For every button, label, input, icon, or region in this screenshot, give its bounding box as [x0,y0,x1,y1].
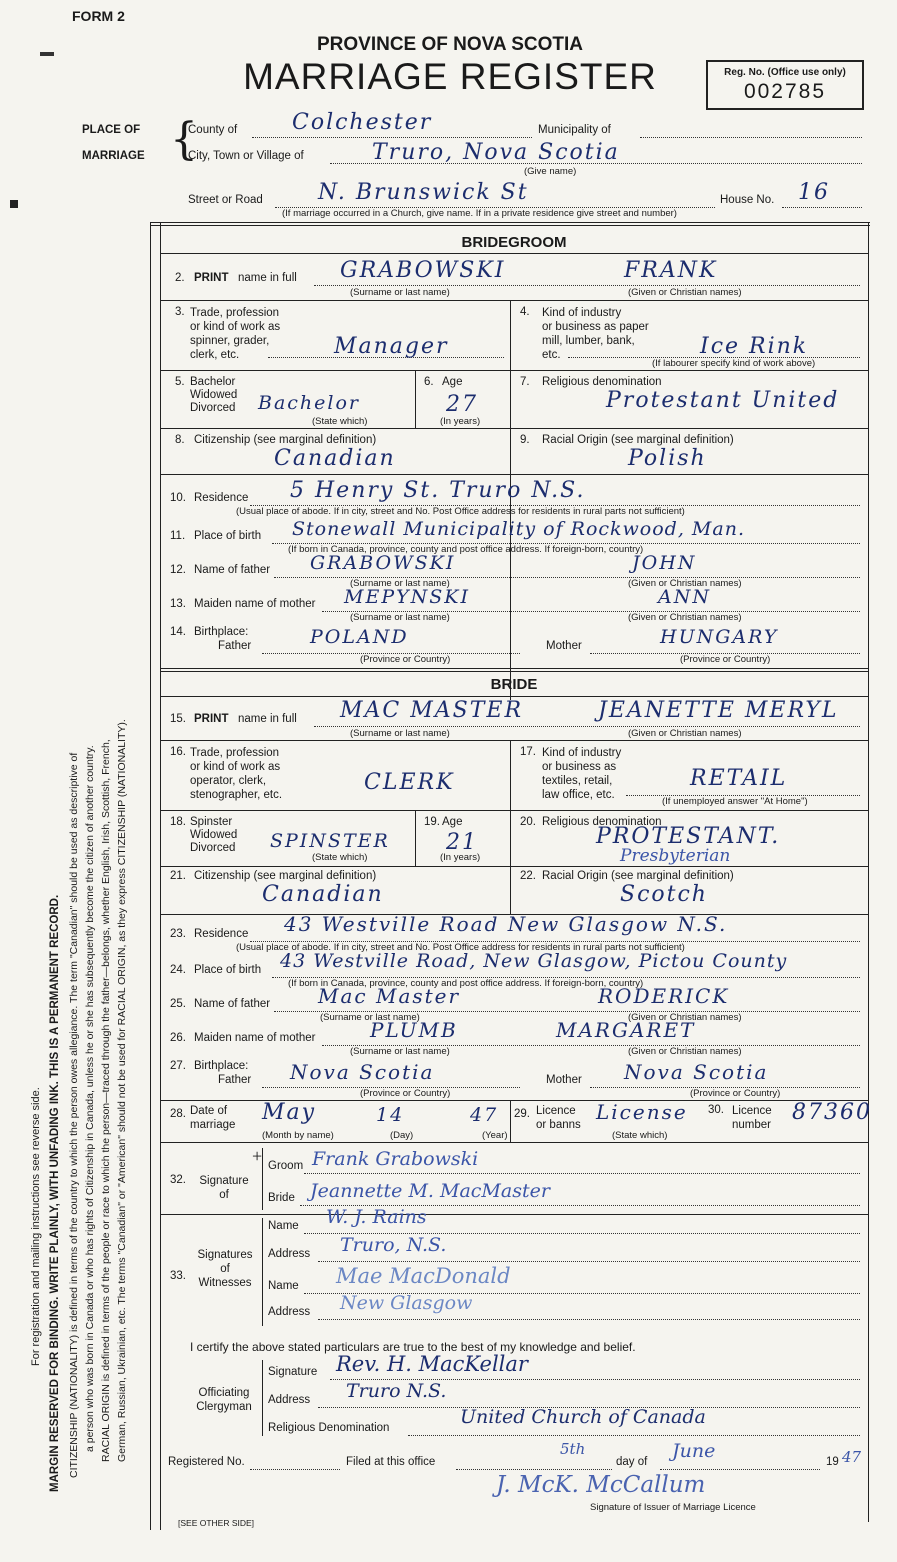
clergy-signature-label: Signature [268,1366,318,1378]
form-title: MARRIAGE REGISTER [243,56,657,97]
field-number: 26. [170,1032,186,1044]
father-label: Name of father [194,998,271,1010]
bride-age: 21 [446,830,478,855]
in-years-caption: (In years) [440,416,481,427]
clergyman-label: Officiating Clergyman [196,1387,252,1413]
month-caption: (Month by name) [262,1130,334,1141]
print-label: PRINT [194,713,229,725]
field-number: 10. [170,492,186,504]
groom-status: Bachelor [258,392,361,414]
field-number: 14. [170,626,186,638]
province-caption: (Province or Country) [690,1088,781,1099]
province-heading: PROVINCE OF NOVA SCOTIA [316,34,584,55]
municipality-label: Municipality of [538,124,611,136]
city-value: Truro, Nova Scotia [372,140,620,165]
bride-citizenship: Canadian [262,882,384,907]
issuer-caption: Signature of Issuer of Marriage Licence [590,1502,756,1513]
citizenship-label: Citizenship (see marginal definition) [194,434,377,446]
witness2-address-label: Address [268,1306,311,1318]
margin-racial-2: German, Russian, Ukrainian, etc. The terms "Canadian" or "American" should not be used for RACIAL ORIGIN, as they express CITIZENSHIP (NATIONALITY). [116,719,128,1462]
licence-number: 87360 [792,1100,872,1125]
licence-banns-label: Licence or banns [536,1105,581,1131]
margin-racial-1: RACIAL ORIGIN is defined in terms of the people or race to which the person—traced through the father—belongs, whether English, Irish, Scottish, French, [100,739,112,1462]
bride-signature: Jeannette M. MacMaster [310,1180,550,1202]
religion-label: Religious denomination [542,816,662,828]
birth-caption: (If born in Canada, province, county and post office address. If foreign-born, country) [288,544,644,555]
licence-number-label: Licence number [732,1105,772,1131]
reg-number-box [706,60,864,110]
groom-racial-origin: Polish [628,446,707,471]
groom-industry-label: Kind of industry or business as paper mill, lumber, bank, etc. [542,307,649,361]
field-number: 4. [520,306,530,318]
religion-label: Religious denomination [542,376,662,388]
groom-birthplace: Stonewall Municipality of Rockwood, Man. [292,518,745,540]
issuer-signature: J. McK. McCallum [496,1472,706,1498]
groom-signature: Frank Grabowski [312,1148,479,1170]
surname-caption: (Surname or last name) [350,287,450,298]
given-caption: (Given or Christian names) [628,1012,742,1023]
witness2-address: New Glasgow [340,1292,473,1314]
birthplace-label: Birthplace: [194,1060,249,1072]
given-caption: (Given or Christian names) [628,287,742,298]
house-value: 16 [798,180,830,205]
birth-label: Place of birth [194,530,262,542]
province-caption: (Province or Country) [680,654,771,665]
filed-month: June [672,1440,716,1462]
field-number: 22. [520,870,536,882]
surname-caption: (Surname or last name) [350,578,450,589]
margin-citizenship-1: CITIZENSHIP (NATIONALITY) is defined in terms of the country to which the person owes allegiance. The term "Canadian" should be used as descriptive of [68,752,80,1478]
field-number: 33. [170,1270,186,1282]
bride-status-label: Spinster Widowed Divorced [190,816,238,854]
racial-origin-label: Racial Origin (see marginal definition) [542,434,734,446]
groom-father-birthplace: POLAND [310,626,409,648]
reg-number-label: Reg. No. (Office use only) [724,67,846,78]
field-number: 11. [170,530,186,542]
marriage-day: 14 [376,1104,405,1126]
marriage-month: May [262,1100,317,1125]
bride-mother-given: MARGARET [556,1018,696,1042]
field-number: 30. [708,1104,724,1116]
filed-year: 47 [842,1448,862,1466]
groom-religion: Protestant United [606,388,840,413]
field-number: 24. [170,964,186,976]
filed-day: 5th [560,1440,586,1458]
name-in-full-label: name in full [238,713,297,725]
field-number: 32. [170,1174,186,1186]
field-number: 5. [175,376,185,388]
bride-industry: RETAIL [690,766,788,791]
witness1-address-label: Address [268,1248,311,1260]
witness1-address: Truro, N.S. [340,1234,447,1256]
bride-industry-label: Kind of industry or business as textiles, retail, law office, etc. [542,747,622,801]
groom-mother-surname: MEPYNSKI [344,586,470,608]
year-caption: (Year) [482,1130,508,1141]
witness1-name: W. J. Rains [326,1206,427,1228]
field-number: 27. [170,1060,186,1072]
licence-or-banns: License [596,1100,688,1124]
witness2-name-label: Name [268,1280,299,1292]
given-caption: (Given or Christian names) [628,578,742,589]
street-label: Street or Road [188,194,263,206]
clergy-address: Truro N.S. [346,1380,447,1402]
groom-trade-label: Trade, profession or kind of work as spinner, grader, clerk, etc. [190,307,281,361]
margin-instructions: For registration and mailing instructions see reverse side. [30,1087,42,1366]
given-caption: (Given or Christian names) [628,728,742,739]
certify-statement: I certify the above stated particulars are true to the best of my knowledge and belief. [190,1340,636,1354]
margin-citizenship-2: a person who was born in Canada or who has rights of Citizenship in Canada, unless he or she has subsequently become the citizen of another country. [84,745,96,1452]
field-number: 18. [170,816,186,828]
bride-father-birthplace: Nova Scotia [290,1060,435,1084]
field-number: 3. [175,306,185,318]
racial-origin-label: Racial Origin (see marginal definition) [542,870,734,882]
surname-caption: (Surname or last name) [350,612,450,623]
field-number: 29. [514,1108,530,1120]
filed-label: Filed at this office [346,1456,436,1468]
in-years-caption: (In years) [440,852,481,863]
groom-industry: Ice Rink [700,334,809,359]
birth-label: Place of birth [194,964,262,976]
surname-caption: (Surname or last name) [350,728,450,739]
name-in-full-label: name in full [238,272,297,284]
residence-caption: (Usual place of abode. If in city, street and No. Post Office address for residents in rural parts not sufficient) [236,506,685,517]
mother-bp-label: Mother [546,640,582,652]
witnesses-label: Signatures of Witnesses [197,1249,253,1289]
father-label: Name of father [194,564,271,576]
field-number: 13. [170,598,186,610]
citizenship-label: Citizenship (see marginal definition) [194,870,377,882]
punch-mark [10,200,18,208]
groom-sig-label: Groom [268,1160,304,1172]
house-label: House No. [720,194,775,206]
marriage-year: 47 [470,1104,499,1126]
bride-residence: 43 Westville Road New Glasgow N.S. [284,912,728,936]
city-label: City, Town or Village of [188,150,304,162]
give-name-caption: (Give name) [524,166,577,177]
age-label: Age [442,816,463,828]
groom-status-label: Bachelor Widowed Divorced [190,376,238,414]
groom-citizenship: Canadian [274,446,396,471]
signature-of-label: Signature of [199,1175,249,1201]
birthplace-label: Birthplace: [194,626,249,638]
field-number: 2. [175,272,185,284]
field-number: 12. [170,564,186,576]
bride-birthplace: 43 Westville Road, New Glasgow, Pictou County [280,950,788,972]
field-number: 6. [424,376,434,388]
groom-mother-birthplace: HUNGARY [660,626,779,648]
see-other-side: [SEE OTHER SIDE] [178,1518,255,1528]
field-number: 16. [170,746,186,758]
witness1-name-label: Name [268,1220,299,1232]
father-bp-label: Father [218,640,252,652]
field-number: 21. [170,870,186,882]
field-number: 20. [520,816,536,828]
residence-label: Residence [194,492,249,504]
bride-status: SPINSTER [270,830,390,852]
bride-father-given: RODERICK [598,984,730,1008]
clergy-denomination: United Church of Canada [460,1406,706,1428]
field-number: 15. [170,713,186,725]
bride-trade: CLERK [364,770,455,795]
field-number: 19. [424,816,440,828]
clergy-signature: Rev. H. MacKellar [336,1352,528,1376]
field-number: 17. [520,746,536,758]
bride-father-surname: Mac Master [318,984,461,1008]
form-number: FORM 2 [72,8,125,24]
bride-mother-birthplace: Nova Scotia [624,1060,769,1084]
state-which-caption: (State which) [312,852,368,863]
province-caption: (Province or Country) [360,1088,451,1099]
bride-given-names: JEANETTE MERYL [598,698,839,723]
date-of-marriage-label: Date of marriage [190,1105,236,1131]
county-value: Colchester [292,110,433,135]
bride-trade-label: Trade, profession or kind of work as operator, clerk, stenographer, etc. [190,747,283,801]
bride-heading: BRIDE [490,676,538,693]
place-note: (If marriage occurred in a Church, give name. If in a private residence give street and number) [282,208,677,219]
groom-mother-given: ANN [658,586,711,608]
groom-father-surname: GRABOWSKI [310,552,456,574]
mother-label: Maiden name of mother [194,1032,316,1044]
surname-caption: (Surname or last name) [320,1012,420,1023]
county-label: County of [188,124,238,136]
place-label-2: MARRIAGE [82,150,145,162]
father-bp-label: Father [218,1074,252,1086]
given-caption: (Given or Christian names) [628,612,742,623]
clergy-address-label: Address [268,1394,311,1406]
surname-caption: (Surname or last name) [350,1046,450,1057]
print-label: PRINT [194,272,229,284]
field-number: 25. [170,998,186,1010]
bride-religion-annotation: Presbyterian [620,846,731,866]
bride-sig-label: Bride [268,1192,295,1204]
margin-binding-notice: MARGIN RESERVED FOR BINDING. WRITE PLAINLY, WITH UNFADING INK. THIS IS A PERMANENT RECORD. [49,894,61,1492]
day-of-label: day of [616,1456,648,1468]
bride-religion: PROTESTANT. [596,824,781,849]
field-number: 23. [170,928,186,940]
given-caption: (Given or Christian names) [628,1046,742,1057]
year-prefix: 19 [826,1456,839,1468]
registered-no-label: Registered No. [168,1456,245,1468]
field-number: 28. [170,1108,186,1120]
groom-given-names: FRANK [624,258,718,283]
groom-age: 27 [446,392,478,417]
place-label-1: PLACE OF [82,124,141,136]
bride-surname: MAC MASTER [340,698,524,723]
groom-surname: GRABOWSKI [340,258,506,283]
industry-caption: (If labourer specify kind of work above) [652,358,816,369]
witness2-name: Mae MacDonald [336,1264,511,1288]
field-number: 8. [175,434,185,446]
groom-residence: 5 Henry St. Truro N.S. [290,478,586,503]
groom-trade: Manager [334,334,449,359]
province-caption: (Province or Country) [360,654,451,665]
reg-number: 002785 [743,80,827,103]
groom-father-given: JOHN [632,552,697,574]
field-number: 7. [520,376,530,388]
bride-racial-origin: Scotch [620,882,708,907]
field-number: 9. [520,434,530,446]
age-label: Age [442,376,463,388]
residence-caption: (Usual place of abode. If in city, street and No. Post Office address for residents in rural parts not sufficient) [236,942,685,953]
place-brace: { [170,114,198,165]
residence-label: Residence [194,928,249,940]
mother-label: Maiden name of mother [194,598,316,610]
state-which-caption: (State which) [612,1130,668,1141]
state-which-caption: (State which) [312,416,368,427]
clergy-denomination-label: Religious Denomination [268,1422,390,1434]
day-caption: (Day) [390,1130,414,1141]
mother-bp-label: Mother [546,1074,582,1086]
street-value: N. Brunswick St [318,180,529,205]
groom-cross-mark: + [252,1146,263,1166]
bride-mother-surname: PLUMB [370,1018,458,1042]
bridegroom-heading: BRIDEGROOM [461,234,567,251]
industry-caption: (If unemployed answer "At Home") [662,796,808,807]
punch-mark [40,52,54,56]
birth-caption: (If born in Canada, province, county and post office address. If foreign-born, country) [288,978,644,989]
